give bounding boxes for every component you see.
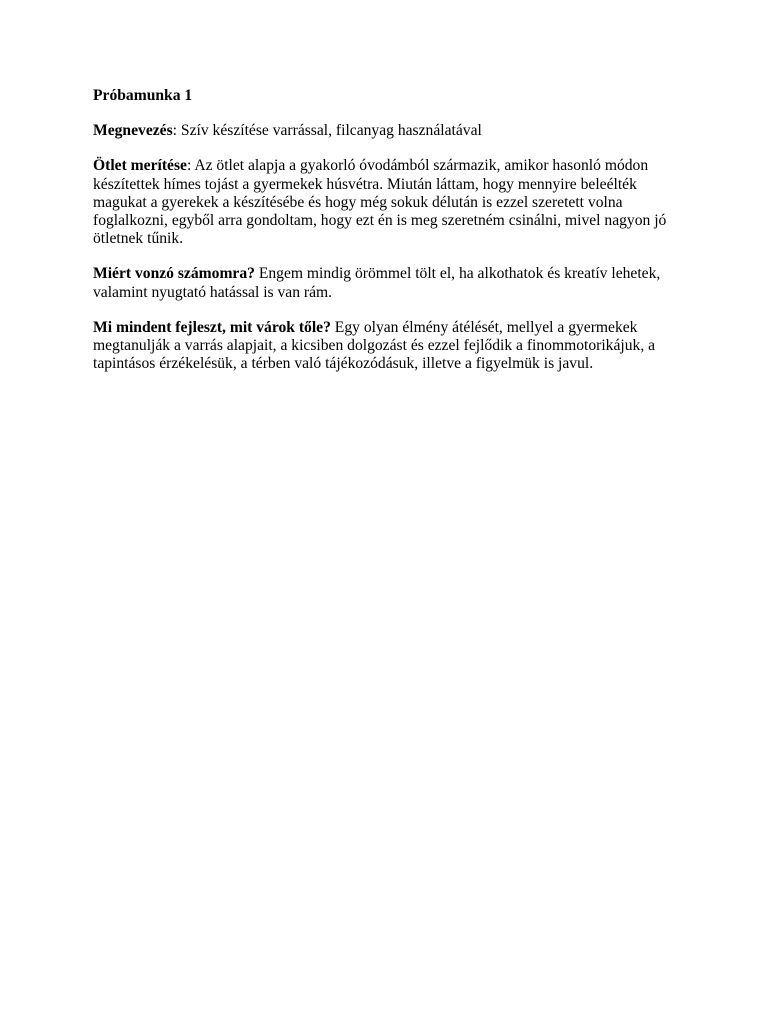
section-text: Szív készítése varrással, filcanyag használatával [177, 122, 482, 140]
section-megnevezes [93, 122, 683, 140]
section-label: Miért vonzó számomra? [93, 265, 255, 283]
section-separator: : [186, 157, 192, 175]
section-text: Egy olyan élmény átélését, mellyel a gyermekek megtanulják a varrás alapjait, a kicsiben dolgozást és ezzel fejlődik a finommotorikájuk, a tapintásos érzékelésük, a térben való tájékozódásuk, illetve a figyelmük is javul. [93, 318, 656, 373]
document-page [93, 87, 683, 390]
section-label: Mi mindent fejleszt, mit várok tőle? [93, 318, 331, 336]
section-separator: : [172, 122, 178, 140]
section-mi-mindent-fejleszt [93, 319, 683, 374]
section-label: Megnevezés [93, 122, 173, 140]
section-label: Ötlet merítése [93, 157, 187, 175]
section-text: Engem mindig örömmel tölt el, ha alkothatok és kreatív lehetek, valamint nyugtató hatással is van rám. [93, 265, 661, 301]
document-title: Próbamunka 1 [93, 87, 193, 104]
section-text: Az ötlet alapja a gyakorló óvodámból származik, amikor hasonló módon készítettek hímes tojást a gyermekek húsvétra. Miután láttam, hogy mennyire beleélték magukat a gyerekek a készítésébe és hogy még sokuk délután is ezzel szeretett volna foglalkozni, egyből arra gondoltam, hogy ezt én is meg szeretném csinálni, mivel nagyon jó ötletnek tűnik. [93, 157, 667, 248]
section-otlet-meritese [93, 157, 683, 248]
section-miert-vonzo [93, 265, 683, 301]
